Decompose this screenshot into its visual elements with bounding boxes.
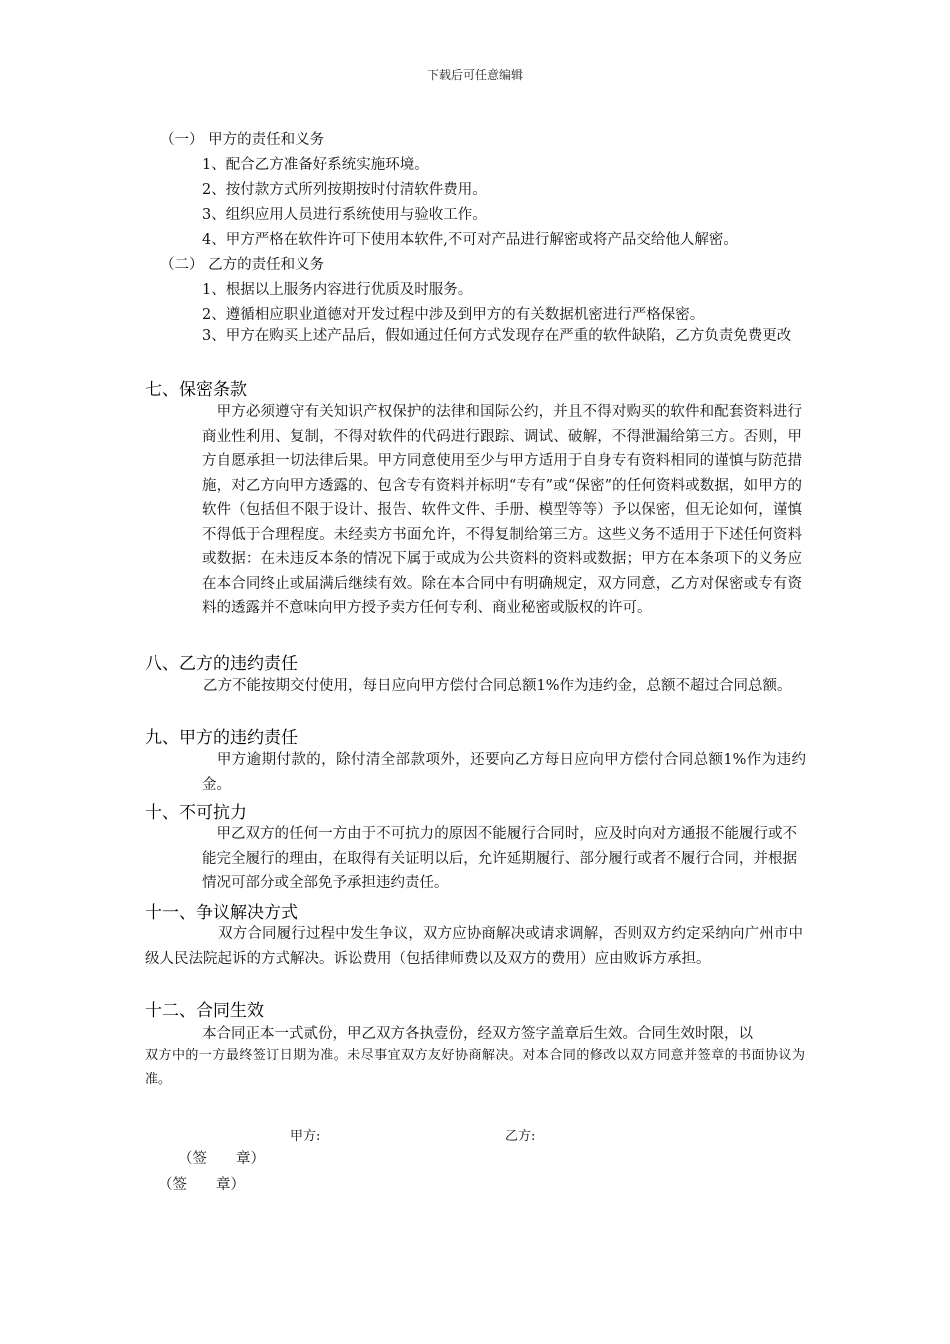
section-11-body: 双方合同履行过程中发生争议，双方应协商解决或请求调解，否则双方约定采纳向广州市中级人民法院起诉的方式解决。诉讼费用（包括律师费以及双方的费用）应由败诉方承担。	[145, 926, 803, 967]
section-8-title: 八、乙方的违约责任	[145, 654, 298, 674]
section-11-title: 十一、争议解决方式	[145, 903, 298, 923]
section-a-item: 4、甲方严格在软件许可下使用本软件,不可对产品进行解密或将产品交给他人解密。	[202, 232, 738, 248]
party-a-seal: （签 章）	[178, 1151, 265, 1167]
party-b-signature-label: 乙方:	[505, 1129, 536, 1144]
section-10-title: 十、不可抗力	[145, 803, 247, 823]
party-a-signature-label: 甲方:	[290, 1129, 321, 1144]
section-a-item: 3、组织应用人员进行系统使用与验收工作。	[202, 207, 487, 223]
section-7-title: 七、保密条款	[145, 380, 247, 400]
section-9-body: 甲方逾期付款的，除付清全部款项外，还要向乙方每日应向甲方偿付合同总额1%作为违约金。	[202, 752, 806, 793]
section-9-title: 九、甲方的违约责任	[145, 728, 298, 748]
section-12-title: 十二、合同生效	[145, 1001, 264, 1021]
section-b-item: 2、遵循相应职业道德对开发过程中涉及到甲方的有关数据机密进行严格保密。	[202, 307, 705, 323]
section-a-title: （一） 甲方的责任和义务	[160, 132, 325, 148]
section-12-body-rest: 双方中的一方最终签订日期为准。未尽事宜双方友好协商解决。对本合同的修改以双方同意并签章的书面协议为准。	[145, 1048, 805, 1087]
page-header: 下载后可任意编辑	[426, 68, 523, 82]
party-b-seal: （签 章）	[158, 1177, 245, 1193]
section-7-body: 甲方必须遵守有关知识产权保护的法律和国际公约，并且不得对购买的软件和配套资料进行商业性利用、复制，不得对软件的代码进行跟踪、调试、破解，不得泄漏给第三方。否则，甲方自愿承担一切法律后果。甲方同意使用至少与甲方适用于自身专有资料相同的谨慎与防范措施，对乙方向甲方透露的、包含专有资料并标明“专有”或“保密”的任何资料或数据，如甲方的软件（包括但不限于设计、报告、软件文件、手册、模型等等）予以保密，但无论如何，谨慎不得低于合理程度。未经卖方书面允许，不得复制给第三方。这些义务不适用于下述任何资料或数据：在未违反本条的情况下属于或成为公共资料的资料或数据；甲方在本条项下的义务应在本合同终止或届满后继续有效。除在本合同中有明确规定，双方同意，乙方对保密或专有资料的透露并不意味向甲方授予卖方任何专利、商业秘密或版权的许可。	[202, 404, 802, 616]
section-b-item: 1、根据以上服务内容进行优质及时服务。	[202, 282, 473, 298]
section-a-item: 2、按付款方式所列按期按时付清软件费用。	[202, 182, 487, 198]
section-a-item: 1、配合乙方准备好系统实施环境。	[202, 157, 429, 173]
section-b-title: （二） 乙方的责任和义务	[160, 257, 325, 273]
section-12-body-line1: 本合同正本一式贰份，甲乙双方各执壹份，经双方签字盖章后生效。合同生效时限，以	[202, 1026, 753, 1042]
section-10-body: 甲乙双方的任何一方由于不可抗力的原因不能履行合同时，应及时向对方通报不能履行或不能完全履行的理由，在取得有关证明以后，允许延期履行、部分履行或者不履行合同，并根据情况可部分或全部免予承担违约责任。	[202, 826, 797, 891]
section-8-body: 乙方不能按期交付使用，每日应向甲方偿付合同总额1%作为违约金，总额不超过合同总额。	[145, 678, 792, 694]
section-b-item: 3、甲方在购买上述产品后，假如通过任何方式发现存在严重的软件缺陷，乙方负责免费更改	[202, 328, 792, 344]
